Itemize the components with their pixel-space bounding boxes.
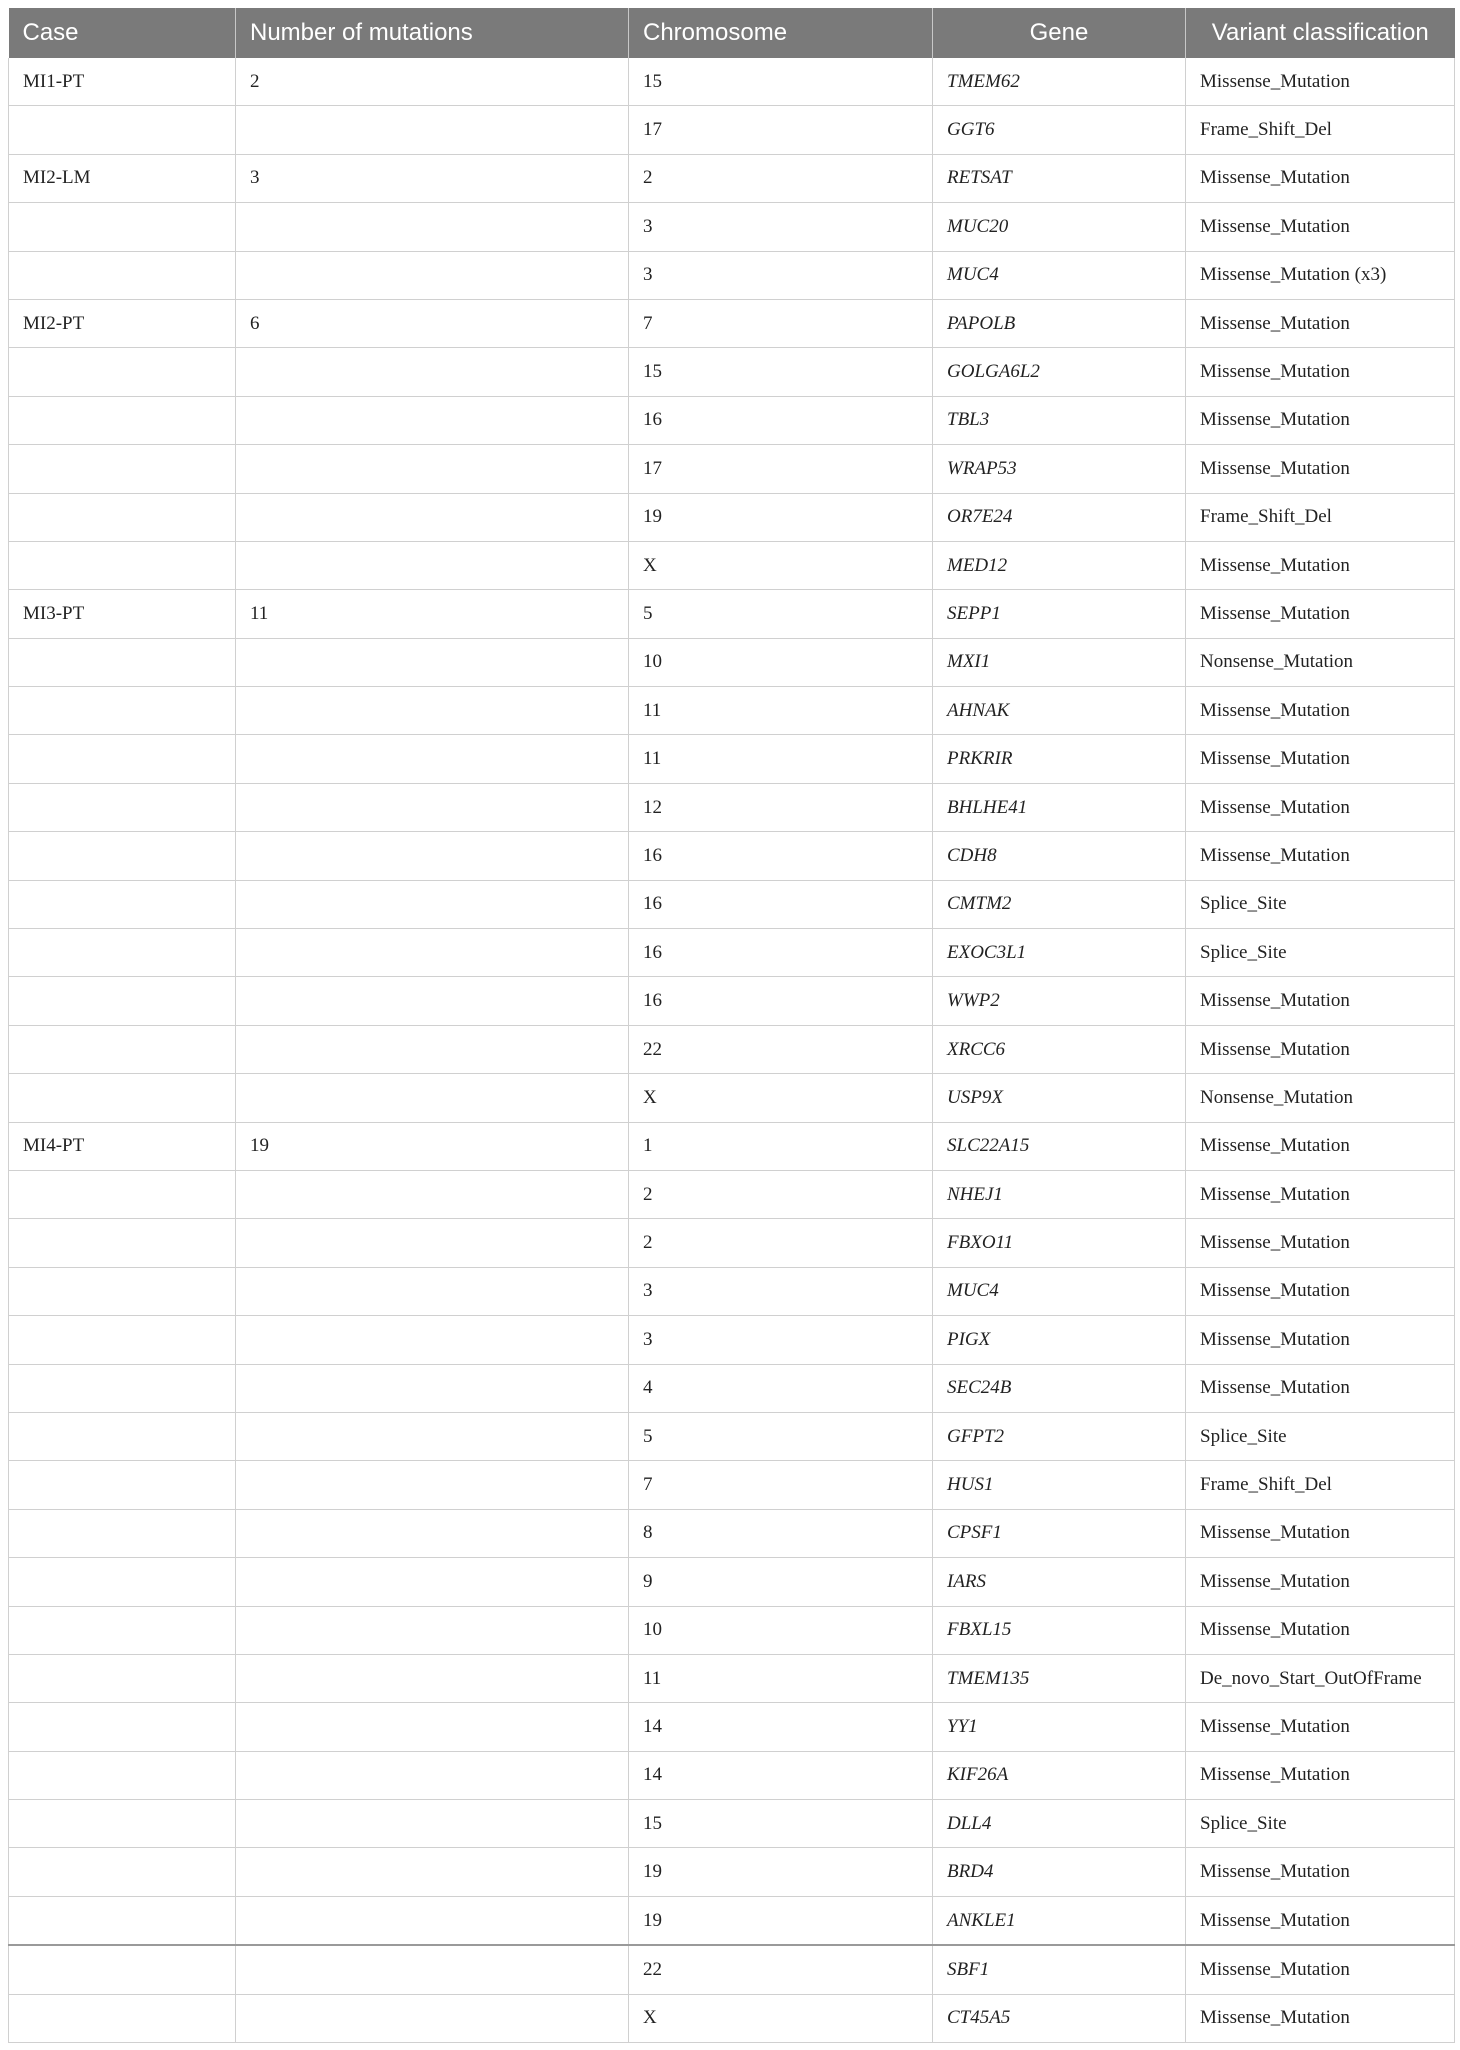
case-cell <box>9 1994 236 2042</box>
variant-classification-cell: Missense_Mutation (x3) <box>1186 251 1455 299</box>
table-row <box>9 1848 1455 1896</box>
case-cell <box>9 1848 236 1896</box>
case-cell: MI4-PT <box>9 1122 236 1170</box>
chromosome-cell: 7 <box>629 1461 933 1509</box>
chromosome-cell: 15 <box>629 1800 933 1848</box>
gene-cell: CT45A5 <box>933 1994 1186 2042</box>
variant-classification-cell: De_novo_Start_OutOfFrame <box>1186 1654 1455 1702</box>
table-row <box>9 1703 1455 1751</box>
case-cell <box>9 1509 236 1557</box>
gene-cell: SEPP1 <box>933 590 1186 638</box>
mutation-count-cell <box>236 1654 629 1702</box>
variant-classification-cell: Missense_Mutation <box>1186 541 1455 589</box>
mutation-count-cell <box>236 1267 629 1315</box>
chromosome-cell: X <box>629 1074 933 1122</box>
case-cell <box>9 1896 236 1945</box>
case-cell: MI2-LM <box>9 154 236 202</box>
chromosome-cell: 15 <box>629 348 933 396</box>
table-row <box>9 977 1455 1025</box>
gene-cell: BRD4 <box>933 1848 1186 1896</box>
table-row <box>9 1170 1455 1218</box>
variant-classification-cell: Missense_Mutation <box>1186 687 1455 735</box>
chromosome-cell: 9 <box>629 1558 933 1606</box>
case-cell <box>9 203 236 251</box>
chromosome-cell: 16 <box>629 880 933 928</box>
variant-classification-cell: Missense_Mutation <box>1186 1316 1455 1364</box>
mutation-count-cell <box>236 1025 629 1073</box>
chromosome-cell: X <box>629 541 933 589</box>
gene-cell: PRKRIR <box>933 735 1186 783</box>
mutation-count-cell <box>236 1558 629 1606</box>
mutation-count-cell <box>236 251 629 299</box>
mutation-count-cell <box>236 396 629 444</box>
case-cell <box>9 880 236 928</box>
chromosome-cell: 11 <box>629 1654 933 1702</box>
mutation-count-cell <box>236 1703 629 1751</box>
table-row <box>9 299 1455 347</box>
chromosome-cell: 16 <box>629 396 933 444</box>
mutation-count-cell <box>236 638 629 686</box>
chromosome-cell: 19 <box>629 1896 933 1945</box>
variant-classification-cell: Missense_Mutation <box>1186 154 1455 202</box>
mutation-count-cell <box>236 1364 629 1412</box>
gene-cell: MXI1 <box>933 638 1186 686</box>
case-cell <box>9 638 236 686</box>
variant-classification-cell: Missense_Mutation <box>1186 1896 1455 1945</box>
mutation-count-cell <box>236 832 629 880</box>
mutation-count-cell <box>236 1945 629 1994</box>
variant-classification-cell: Missense_Mutation <box>1186 1751 1455 1799</box>
case-cell: MI2-PT <box>9 299 236 347</box>
table-row <box>9 1896 1455 1945</box>
table-row <box>9 106 1455 154</box>
chromosome-cell: 10 <box>629 638 933 686</box>
chromosome-cell: 16 <box>629 929 933 977</box>
table-row <box>9 348 1455 396</box>
header-gene: Gene <box>933 8 1186 58</box>
case-cell <box>9 251 236 299</box>
mutation-count-cell: 11 <box>236 590 629 638</box>
variant-classification-cell: Missense_Mutation <box>1186 203 1455 251</box>
case-cell <box>9 929 236 977</box>
chromosome-cell: 3 <box>629 203 933 251</box>
gene-cell: TMEM62 <box>933 58 1186 106</box>
gene-cell: PAPOLB <box>933 299 1186 347</box>
mutation-table-container <box>8 8 1454 2043</box>
case-cell <box>9 1703 236 1751</box>
case-cell <box>9 1267 236 1315</box>
table-row <box>9 590 1455 638</box>
chromosome-cell: 12 <box>629 783 933 831</box>
gene-cell: OR7E24 <box>933 493 1186 541</box>
case-cell <box>9 1074 236 1122</box>
table-row <box>9 880 1455 928</box>
chromosome-cell: 3 <box>629 1316 933 1364</box>
gene-cell: SLC22A15 <box>933 1122 1186 1170</box>
mutation-count-cell: 3 <box>236 154 629 202</box>
mutation-count-cell <box>236 735 629 783</box>
chromosome-cell: 19 <box>629 493 933 541</box>
case-cell <box>9 687 236 735</box>
mutation-count-cell <box>236 1994 629 2042</box>
case-cell <box>9 783 236 831</box>
table-row <box>9 58 1455 106</box>
gene-cell: BHLHE41 <box>933 783 1186 831</box>
variant-classification-cell: Nonsense_Mutation <box>1186 638 1455 686</box>
mutation-count-cell: 19 <box>236 1122 629 1170</box>
case-cell <box>9 1364 236 1412</box>
variant-classification-cell: Missense_Mutation <box>1186 977 1455 1025</box>
mutation-count-cell <box>236 687 629 735</box>
mutation-count-cell <box>236 1170 629 1218</box>
gene-cell: TBL3 <box>933 396 1186 444</box>
gene-cell: MUC4 <box>933 1267 1186 1315</box>
variant-classification-cell: Missense_Mutation <box>1186 1606 1455 1654</box>
table-row <box>9 1945 1455 1994</box>
mutation-count-cell <box>236 783 629 831</box>
chromosome-cell: 11 <box>629 735 933 783</box>
variant-classification-cell: Splice_Site <box>1186 1800 1455 1848</box>
variant-classification-cell: Frame_Shift_Del <box>1186 1461 1455 1509</box>
chromosome-cell: 17 <box>629 106 933 154</box>
header-variant-classification: Variant classification <box>1186 8 1455 58</box>
chromosome-cell: 7 <box>629 299 933 347</box>
variant-classification-cell: Missense_Mutation <box>1186 735 1455 783</box>
mutation-count-cell <box>236 348 629 396</box>
variant-classification-cell: Frame_Shift_Del <box>1186 106 1455 154</box>
table-row <box>9 1025 1455 1073</box>
table-row <box>9 687 1455 735</box>
gene-cell: ANKLE1 <box>933 1896 1186 1945</box>
chromosome-cell: 8 <box>629 1509 933 1557</box>
chromosome-cell: 16 <box>629 832 933 880</box>
table-row <box>9 1219 1455 1267</box>
gene-cell: NHEJ1 <box>933 1170 1186 1218</box>
variant-classification-cell: Missense_Mutation <box>1186 1848 1455 1896</box>
case-cell <box>9 1461 236 1509</box>
case-cell <box>9 541 236 589</box>
mutation-count-cell <box>236 541 629 589</box>
table-row <box>9 735 1455 783</box>
table-row <box>9 1074 1455 1122</box>
variant-classification-cell: Missense_Mutation <box>1186 1994 1455 2042</box>
table-row <box>9 832 1455 880</box>
gene-cell: IARS <box>933 1558 1186 1606</box>
header-case: Case <box>9 8 236 58</box>
gene-cell: RETSAT <box>933 154 1186 202</box>
variant-classification-cell: Splice_Site <box>1186 880 1455 928</box>
case-cell <box>9 493 236 541</box>
gene-cell: FBXL15 <box>933 1606 1186 1654</box>
table-row <box>9 251 1455 299</box>
table-row <box>9 1122 1455 1170</box>
chromosome-cell: 2 <box>629 1219 933 1267</box>
mutation-count-cell <box>236 106 629 154</box>
gene-cell: WRAP53 <box>933 445 1186 493</box>
mutation-count-cell <box>236 493 629 541</box>
case-cell: MI1-PT <box>9 58 236 106</box>
table-row <box>9 1267 1455 1315</box>
case-cell <box>9 106 236 154</box>
table-header <box>9 8 1455 58</box>
chromosome-cell: 4 <box>629 1364 933 1412</box>
variant-classification-cell: Splice_Site <box>1186 1412 1455 1460</box>
gene-cell: KIF26A <box>933 1751 1186 1799</box>
chromosome-cell: 19 <box>629 1848 933 1896</box>
mutation-count-cell <box>236 1606 629 1654</box>
chromosome-cell: 14 <box>629 1751 933 1799</box>
case-cell <box>9 1654 236 1702</box>
table-row <box>9 783 1455 831</box>
gene-cell: HUS1 <box>933 1461 1186 1509</box>
gene-cell: CMTM2 <box>933 880 1186 928</box>
table-row <box>9 1654 1455 1702</box>
mutation-count-cell <box>236 929 629 977</box>
chromosome-cell: 1 <box>629 1122 933 1170</box>
gene-cell: GFPT2 <box>933 1412 1186 1460</box>
table-row <box>9 445 1455 493</box>
mutation-count-cell <box>236 1074 629 1122</box>
variant-classification-cell: Missense_Mutation <box>1186 396 1455 444</box>
mutation-count-cell: 2 <box>236 58 629 106</box>
gene-cell: EXOC3L1 <box>933 929 1186 977</box>
chromosome-cell: 11 <box>629 687 933 735</box>
table-row <box>9 154 1455 202</box>
table-row <box>9 1364 1455 1412</box>
chromosome-cell: 15 <box>629 58 933 106</box>
mutation-count-cell <box>236 977 629 1025</box>
table-body <box>9 58 1455 2043</box>
variant-classification-cell: Missense_Mutation <box>1186 1219 1455 1267</box>
case-cell <box>9 1558 236 1606</box>
variant-classification-cell: Missense_Mutation <box>1186 832 1455 880</box>
chromosome-cell: 2 <box>629 1170 933 1218</box>
gene-cell: MED12 <box>933 541 1186 589</box>
mutation-count-cell <box>236 1800 629 1848</box>
variant-classification-cell: Missense_Mutation <box>1186 1025 1455 1073</box>
variant-classification-cell: Missense_Mutation <box>1186 590 1455 638</box>
chromosome-cell: 17 <box>629 445 933 493</box>
mutation-count-cell <box>236 1461 629 1509</box>
table-row <box>9 203 1455 251</box>
table-row <box>9 1412 1455 1460</box>
chromosome-cell: 22 <box>629 1025 933 1073</box>
variant-classification-cell: Missense_Mutation <box>1186 299 1455 347</box>
variant-classification-cell: Splice_Site <box>1186 929 1455 977</box>
chromosome-cell: 22 <box>629 1945 933 1994</box>
chromosome-cell: 10 <box>629 1606 933 1654</box>
case-cell <box>9 1316 236 1364</box>
variant-classification-cell: Missense_Mutation <box>1186 783 1455 831</box>
variant-classification-cell: Missense_Mutation <box>1186 1509 1455 1557</box>
table-row <box>9 638 1455 686</box>
chromosome-cell: 5 <box>629 1412 933 1460</box>
mutation-count-cell <box>236 1412 629 1460</box>
gene-cell: DLL4 <box>933 1800 1186 1848</box>
variant-classification-cell: Missense_Mutation <box>1186 1170 1455 1218</box>
gene-cell: GOLGA6L2 <box>933 348 1186 396</box>
gene-cell: PIGX <box>933 1316 1186 1364</box>
gene-cell: GGT6 <box>933 106 1186 154</box>
case-cell <box>9 1606 236 1654</box>
table-row <box>9 1558 1455 1606</box>
variant-classification-cell: Missense_Mutation <box>1186 1558 1455 1606</box>
mutation-count-cell <box>236 1219 629 1267</box>
variant-classification-cell: Missense_Mutation <box>1186 58 1455 106</box>
header-row <box>9 8 1455 58</box>
case-cell <box>9 832 236 880</box>
table-row <box>9 1751 1455 1799</box>
mutation-count-cell <box>236 1316 629 1364</box>
variant-classification-cell: Frame_Shift_Del <box>1186 493 1455 541</box>
case-cell <box>9 348 236 396</box>
case-cell <box>9 1800 236 1848</box>
gene-cell: CDH8 <box>933 832 1186 880</box>
gene-cell: XRCC6 <box>933 1025 1186 1073</box>
table-row <box>9 1800 1455 1848</box>
mutation-count-cell <box>236 1848 629 1896</box>
table-row <box>9 929 1455 977</box>
case-cell <box>9 1170 236 1218</box>
variant-classification-cell: Missense_Mutation <box>1186 1945 1455 1994</box>
variant-classification-cell: Missense_Mutation <box>1186 1364 1455 1412</box>
mutation-count-cell <box>236 1509 629 1557</box>
table-row <box>9 1606 1455 1654</box>
chromosome-cell: 5 <box>629 590 933 638</box>
case-cell <box>9 1945 236 1994</box>
table-row <box>9 1509 1455 1557</box>
case-cell <box>9 735 236 783</box>
variant-classification-cell: Missense_Mutation <box>1186 348 1455 396</box>
case-cell: MI3-PT <box>9 590 236 638</box>
chromosome-cell: 2 <box>629 154 933 202</box>
table-row <box>9 1994 1455 2042</box>
chromosome-cell: 16 <box>629 977 933 1025</box>
variant-classification-cell: Missense_Mutation <box>1186 1267 1455 1315</box>
gene-cell: CPSF1 <box>933 1509 1186 1557</box>
mutation-table <box>8 8 1455 2043</box>
case-cell <box>9 445 236 493</box>
gene-cell: MUC4 <box>933 251 1186 299</box>
header-chromosome: Chromosome <box>629 8 933 58</box>
variant-classification-cell: Missense_Mutation <box>1186 1122 1455 1170</box>
mutation-count-cell <box>236 203 629 251</box>
table-row <box>9 1316 1455 1364</box>
gene-cell: FBXO11 <box>933 1219 1186 1267</box>
gene-cell: TMEM135 <box>933 1654 1186 1702</box>
gene-cell: MUC20 <box>933 203 1186 251</box>
gene-cell: YY1 <box>933 1703 1186 1751</box>
gene-cell: SBF1 <box>933 1945 1186 1994</box>
gene-cell: USP9X <box>933 1074 1186 1122</box>
header-number-of-mutations: Number of mutations <box>236 8 629 58</box>
variant-classification-cell: Missense_Mutation <box>1186 445 1455 493</box>
table-row <box>9 493 1455 541</box>
chromosome-cell: 3 <box>629 251 933 299</box>
gene-cell: AHNAK <box>933 687 1186 735</box>
table-row <box>9 1461 1455 1509</box>
chromosome-cell: 3 <box>629 1267 933 1315</box>
gene-cell: WWP2 <box>933 977 1186 1025</box>
mutation-count-cell <box>236 1751 629 1799</box>
table-row <box>9 541 1455 589</box>
case-cell <box>9 977 236 1025</box>
mutation-count-cell <box>236 880 629 928</box>
case-cell <box>9 1219 236 1267</box>
variant-classification-cell: Missense_Mutation <box>1186 1703 1455 1751</box>
table-row <box>9 396 1455 444</box>
case-cell <box>9 396 236 444</box>
case-cell <box>9 1025 236 1073</box>
mutation-count-cell <box>236 1896 629 1945</box>
variant-classification-cell: Nonsense_Mutation <box>1186 1074 1455 1122</box>
chromosome-cell: X <box>629 1994 933 2042</box>
case-cell <box>9 1751 236 1799</box>
chromosome-cell: 14 <box>629 1703 933 1751</box>
mutation-count-cell: 6 <box>236 299 629 347</box>
mutation-count-cell <box>236 445 629 493</box>
gene-cell: SEC24B <box>933 1364 1186 1412</box>
case-cell <box>9 1412 236 1460</box>
